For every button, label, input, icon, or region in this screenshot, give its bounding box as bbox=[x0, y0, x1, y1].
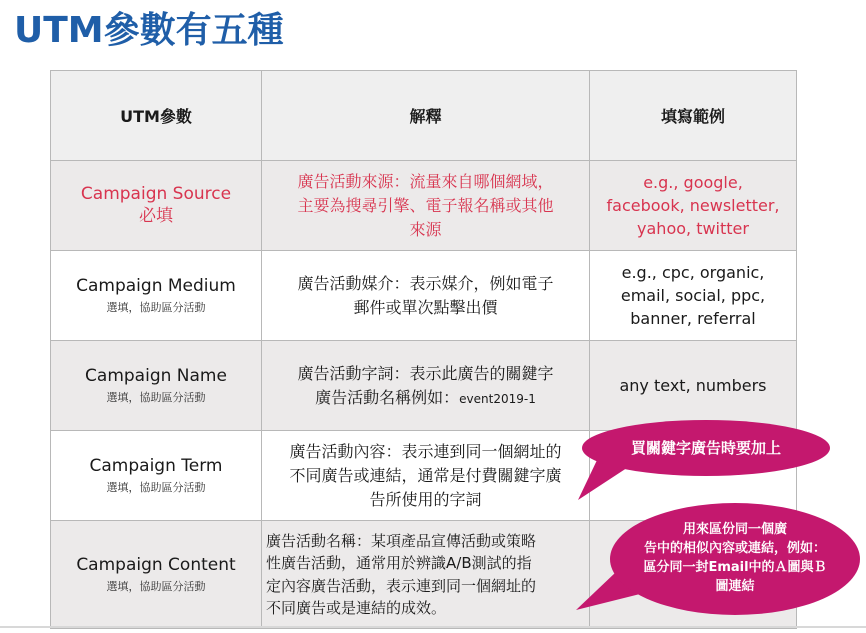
param-name: Campaign Source bbox=[80, 184, 232, 205]
example-cell bbox=[590, 341, 797, 431]
table-header-row bbox=[51, 71, 797, 161]
desc-line: 不同廣告或是連結的成效。 bbox=[266, 599, 447, 617]
desc-example-value: event2019-1 bbox=[459, 391, 536, 406]
example-cell bbox=[590, 161, 797, 251]
table-row bbox=[51, 251, 797, 341]
example-line: email, social, ppc, bbox=[620, 285, 766, 305]
callout-line: 告中的相似內容或連結，例如： bbox=[643, 541, 826, 557]
desc-cell bbox=[262, 431, 590, 521]
desc-cell bbox=[262, 341, 590, 431]
desc-line: 廣告活動媒介：表示媒介，例如電子 bbox=[297, 273, 554, 293]
desc-line: 廣告活動名稱：某項產品宣傳活動或策略 bbox=[266, 531, 537, 550]
desc-line: 性廣告活動，通常用於辨識A/B測試的指 bbox=[266, 554, 532, 572]
example-line: banner, referral bbox=[630, 309, 756, 329]
callout-line: 圖連結 bbox=[715, 578, 755, 594]
example-line: e.g., cpc, organic, bbox=[621, 262, 765, 282]
desc-line: 不同廣告或連結，通常是付費關鍵字廣 bbox=[289, 465, 562, 485]
desc-line: 廣告活動字詞：表示此廣告的關鍵字 bbox=[297, 363, 554, 383]
param-cell bbox=[51, 341, 262, 431]
desc-line-text: 廣告活動名稱例如： bbox=[315, 387, 460, 407]
header-explanation: 解釋 bbox=[262, 71, 590, 161]
footer-divider bbox=[0, 626, 866, 628]
param-optional-label: 選填，協助區分活動 bbox=[106, 580, 206, 594]
desc-line: 主要為搜尋引擎、電子報名稱或其他 bbox=[297, 195, 554, 215]
param-name: Campaign Medium bbox=[76, 275, 236, 296]
callout-content-note bbox=[610, 503, 860, 615]
header-example: 填寫範例 bbox=[590, 71, 797, 161]
param-optional-label: 選填，協助區分活動 bbox=[106, 391, 206, 405]
param-name: Campaign Term bbox=[89, 455, 223, 476]
desc-cell bbox=[262, 161, 590, 251]
desc-line: 定內容廣告活動，表示連到同一個網址的 bbox=[266, 576, 537, 595]
param-required-label: 必填 bbox=[139, 205, 173, 226]
example-line: e.g., google, bbox=[643, 172, 743, 192]
callout-term-note: 買關鍵字廣告時要加上 bbox=[582, 420, 830, 476]
example-cell bbox=[590, 251, 797, 341]
desc-cell bbox=[262, 521, 590, 629]
param-cell bbox=[51, 431, 262, 521]
page-title: UTM參數有五種 bbox=[14, 10, 284, 51]
desc-line: 來源 bbox=[409, 219, 442, 239]
example-line: facebook, newsletter, bbox=[606, 195, 780, 215]
table-row bbox=[51, 341, 797, 431]
desc-line: 告所使用的字詞 bbox=[369, 489, 482, 509]
callout-line: 區分同一封Email中的Ａ圖與Ｂ bbox=[643, 560, 827, 575]
desc-line: 廣告活動內容：表示連到同一個網址的 bbox=[289, 441, 562, 461]
param-cell bbox=[51, 521, 262, 629]
callout-line: 用來區份同一個廣 bbox=[682, 522, 787, 538]
table-row bbox=[51, 161, 797, 251]
param-optional-label: 選填，協助區分活動 bbox=[106, 301, 206, 315]
header-utm-param: UTM參數 bbox=[51, 71, 262, 161]
example-line: any text, numbers bbox=[619, 375, 767, 395]
desc-cell bbox=[262, 251, 590, 341]
desc-line: 廣告活動來源：流量來自哪個網域， bbox=[297, 171, 554, 191]
param-cell bbox=[51, 251, 262, 341]
param-cell bbox=[51, 161, 262, 251]
param-optional-label: 選填，協助區分活動 bbox=[106, 481, 206, 495]
desc-line bbox=[268, 386, 583, 410]
param-name: Campaign Content bbox=[76, 554, 236, 575]
param-name: Campaign Name bbox=[85, 365, 227, 386]
desc-line: 郵件或單次點擊出價 bbox=[353, 297, 498, 317]
example-line: yahoo, twitter bbox=[637, 219, 749, 239]
